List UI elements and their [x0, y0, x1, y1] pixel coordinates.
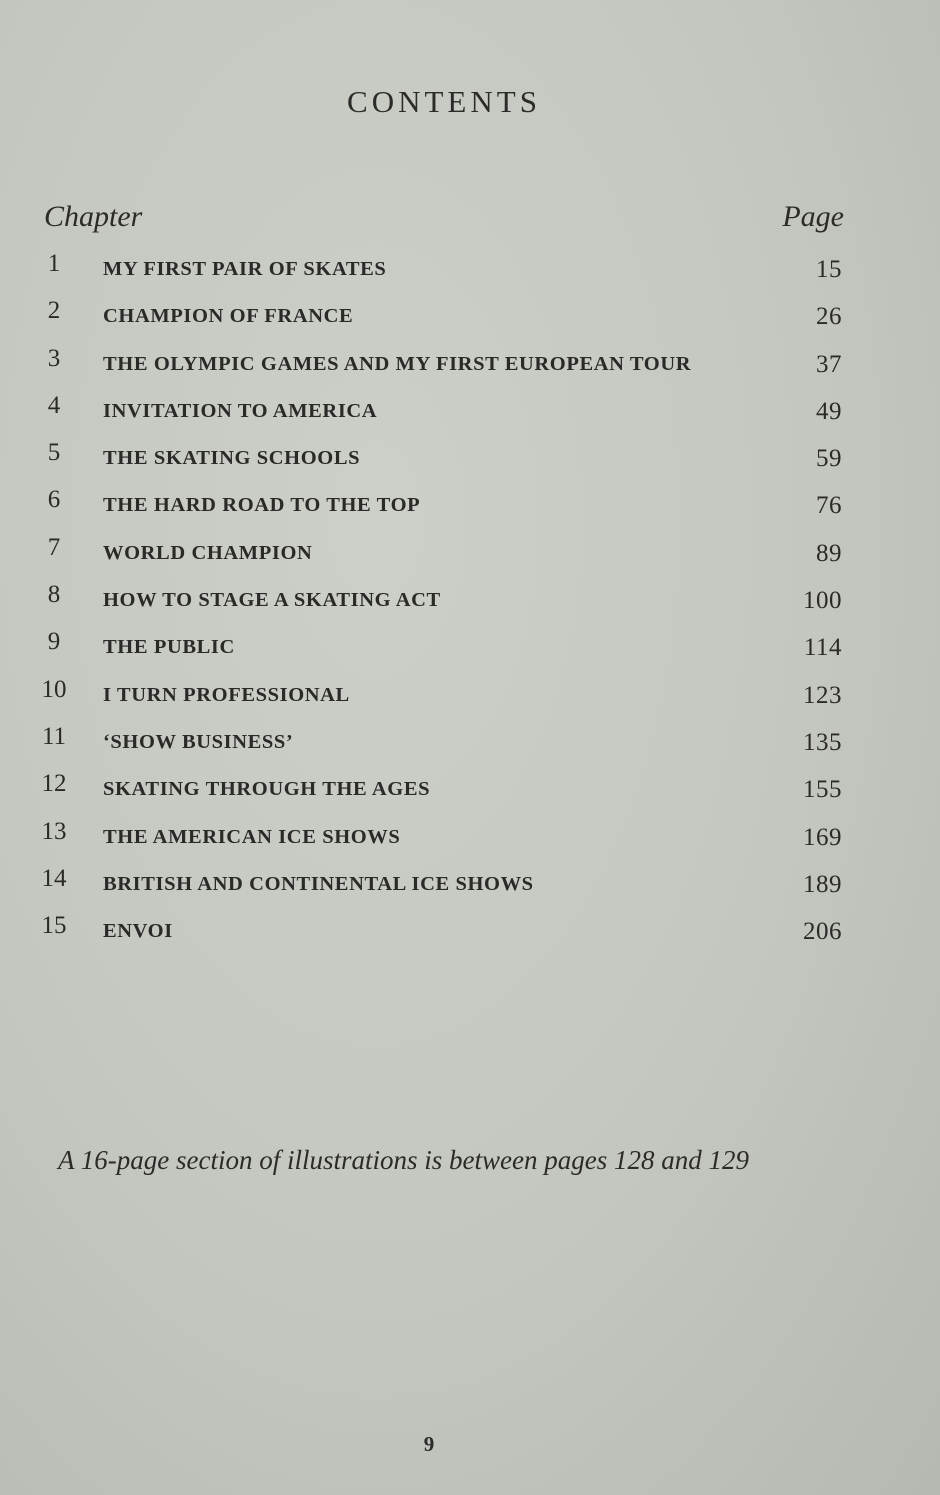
- chapter-page: 123: [803, 681, 842, 709]
- toc-row: [0, 910, 940, 957]
- toc-row: [0, 248, 940, 295]
- chapter-page: 206: [803, 918, 842, 946]
- chapter-page: 49: [816, 397, 842, 425]
- toc-row: [0, 343, 940, 390]
- chapter-page: 189: [803, 870, 842, 898]
- toc-row: [0, 437, 940, 484]
- chapter-number: 4: [47, 391, 61, 419]
- chapter-page: 26: [816, 303, 842, 331]
- toc-row: [0, 863, 940, 910]
- chapter-number: 14: [41, 864, 67, 892]
- chapter-page: 114: [803, 634, 842, 662]
- chapter-number: 7: [47, 533, 61, 561]
- chapter-number: 10: [41, 675, 67, 703]
- chapter-number: 13: [41, 817, 67, 845]
- toc-row: [0, 295, 940, 342]
- chapter-number: 6: [47, 486, 61, 514]
- chapter-page: 100: [803, 587, 842, 615]
- chapter-number: 9: [47, 628, 61, 656]
- chapter-number: 15: [41, 912, 67, 940]
- toc-row: [0, 816, 940, 863]
- chapter-number: 5: [47, 439, 61, 467]
- chapter-title: THE OLYMPIC GAMES AND MY FIRST EUROPEAN TOUR: [103, 352, 692, 375]
- chapter-title: ENVOI: [103, 920, 173, 943]
- chapter-title: INVITATION TO AMERICA: [103, 399, 378, 422]
- toc-row: [0, 484, 940, 531]
- chapter-page: 155: [803, 776, 842, 804]
- chapter-number: 2: [47, 297, 61, 325]
- chapter-page: 169: [803, 823, 842, 851]
- chapter-number: 8: [47, 581, 61, 609]
- chapter-title: WORLD CHAMPION: [103, 541, 313, 564]
- chapter-title: BRITISH AND CONTINENTAL ICE SHOWS: [103, 872, 534, 895]
- toc-row: [0, 532, 940, 579]
- chapter-number: 1: [47, 250, 61, 277]
- chapter-title: THE SKATING SCHOOLS: [103, 447, 361, 470]
- chapter-page: 135: [803, 728, 842, 756]
- chapter-number: 12: [41, 770, 67, 798]
- toc-row: [0, 768, 940, 815]
- chapter-title: CHAMPION OF FRANCE: [103, 305, 354, 328]
- chapter-number: 3: [47, 344, 61, 372]
- illustrations-note: A 16-page section of illustrations is between pages 128 and 129: [58, 1145, 749, 1175]
- chapter-page: 15: [816, 256, 842, 283]
- chapter-page: 59: [816, 445, 842, 473]
- page-number: 9: [423, 1432, 435, 1456]
- toc-row: [0, 721, 940, 768]
- chapter-page: 37: [816, 350, 842, 378]
- chapter-title: HOW TO STAGE A SKATING ACT: [103, 589, 441, 612]
- chapter-column-header: Chapter: [44, 200, 143, 233]
- toc-row: [0, 579, 940, 626]
- toc-row: [0, 390, 940, 437]
- chapter-title: MY FIRST PAIR OF SKATES: [103, 258, 387, 280]
- chapter-page: 76: [816, 492, 842, 520]
- chapter-title: I TURN PROFESSIONAL: [103, 683, 350, 706]
- toc-row: [0, 626, 940, 673]
- chapter-title: THE HARD ROAD TO THE TOP: [103, 494, 421, 517]
- chapter-title: THE AMERICAN ICE SHOWS: [103, 825, 401, 848]
- chapter-title: ‘SHOW BUSINESS’: [103, 730, 294, 753]
- toc-row: [0, 674, 940, 721]
- page-title: CONTENTS: [347, 84, 541, 119]
- page-column-header: Page: [782, 200, 844, 233]
- table-of-contents: [0, 248, 940, 957]
- chapter-number: 11: [41, 722, 67, 750]
- chapter-title: SKATING THROUGH THE AGES: [103, 778, 431, 801]
- chapter-page: 89: [816, 539, 842, 567]
- chapter-title: THE PUBLIC: [103, 636, 235, 659]
